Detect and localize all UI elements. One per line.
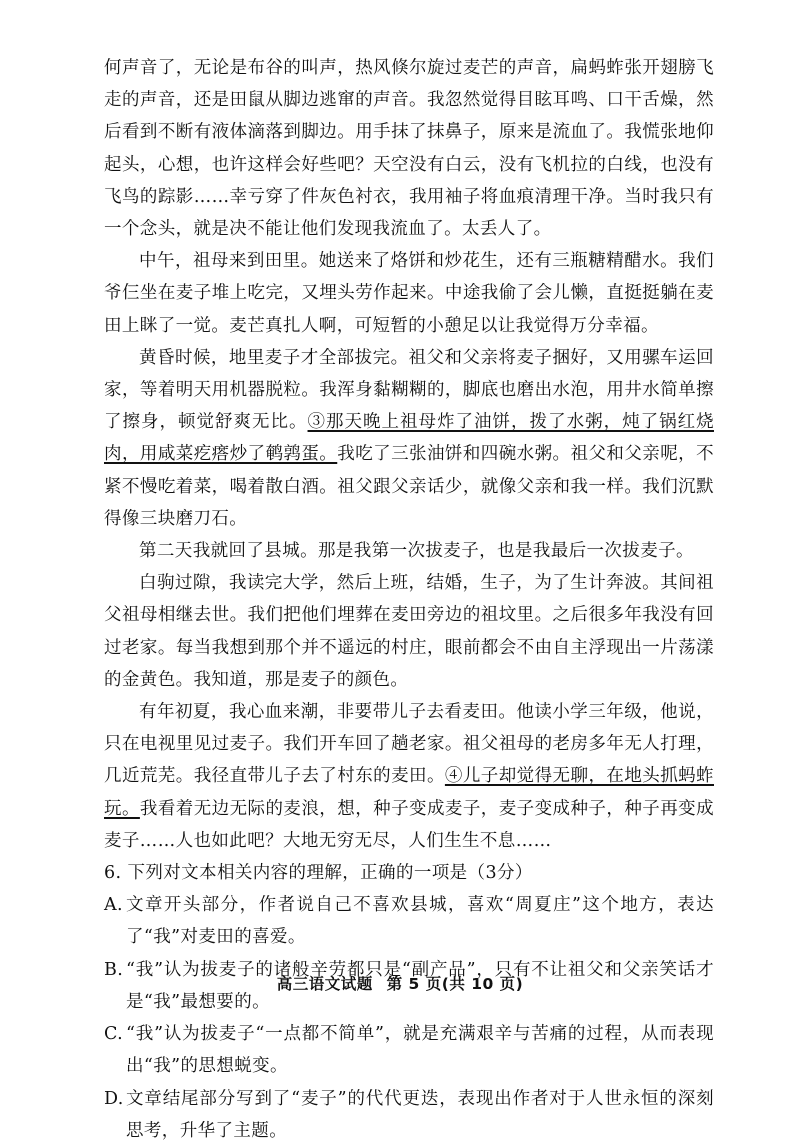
paragraph-6-text-after: 我看着无边无际的麦浪，想，种子变成麦子，麦子变成种子，种子再变成麦子……人也如此吧？大地无穷无尽，人们生生不息……	[104, 798, 714, 851]
option-c-text: “我”认为拔麦子“一点都不简单”，就是充满艰辛与苦痛的过程，从而表现出“我”的思想蜕变。	[126, 1024, 714, 1077]
page-footer	[0, 972, 800, 994]
underlined-sentence-4: ④儿子却觉得无聊，在地头抓蚂蚱玩。	[104, 766, 714, 819]
paragraph-5: 白驹过隙，我读完大学，然后上班，结婚，生子，为了生计奔波。其间祖父祖母相继去世。我们把他们埋葬在麦田旁边的祖坟里。之后很多年我没有回过老家。每当我想到那个并不遥远的村庄，眼前都会不由自主浮现出一片荡漾的金黄色。我知道，那是麦子的颜色。	[104, 573, 714, 690]
paragraph-3	[104, 342, 714, 535]
paragraph-1: 何声音了，无论是布谷的叫声，热风倏尔旋过麦芒的声音，扁蚂蚱张开翅膀飞走的声音，还是田鼠从脚边逃窜的声音。我忽然觉得目眩耳鸣、口干舌燥，然后看到不断有液体滴落到脚边。用手抹了抹鼻子，原来是流血了。我慌张地仰起头，心想，也许这样会好些吧？天空没有白云，没有飞机拉的白线，也没有飞鸟的踪影……幸亏穿了件灰色衬衣，我用袖子将血痕清理干净。当时我只有一个念头，就是决不能让他们发现我流血了。太丢人了。	[104, 58, 714, 240]
option-d-text: 文章结尾部分写到了“麦子”的代代更迭，表现出作者对于人世永恒的深刻思考，升华了主题。	[126, 1088, 714, 1141]
paragraph-4: 第二天我就回了县城。那是我第一次拔麦子，也是我最后一次拔麦子。	[139, 541, 694, 562]
paragraph-3-text-before: 黄昏时候，地里麦子才全部拔完。祖父和父亲将麦子捆好，又用骡车运回家，等着明天用机器脱粒。我浑身黏糊糊的，脚底也磨出水泡，用井水简单擦了擦身，顿觉舒爽无比。	[104, 347, 714, 433]
page-number: 第 5 页(共 10 页)	[386, 975, 524, 993]
option-a-text: 文章开头部分，作者说自己不喜欢县城，喜欢“周夏庄”这个地方，表达了“我”对麦田的喜爱。	[126, 895, 714, 948]
question-6-stem: 6. 下列对文本相关内容的理解，正确的一项是（3分）	[104, 863, 533, 884]
option-a	[104, 889, 714, 953]
option-d-letter: D.	[104, 1088, 124, 1109]
paragraph-3-text-after: 我吃了三张油饼和四碗水粥。祖父和父亲呢，不紧不慢吃着菜，喝着散白酒。祖父跟父亲话少，就像父亲和我一样。我们沉默得像三块磨刀石。	[104, 444, 714, 529]
underlined-sentence-3: ③那天晚上祖母炸了油饼，拨了水粥，炖了锅红烧肉，用咸菜疙瘩炒了鹌鹑蛋。	[104, 412, 714, 465]
exam-title: 高三语文试题	[276, 975, 373, 993]
paragraph-6	[104, 696, 714, 857]
option-c-letter: C.	[104, 1024, 124, 1045]
paragraph-6-text-before: 有年初夏，我心血来潮，非要带儿子去看麦田。他读小学三年级，他说，只在电视里见过麦子。我们开车回了趟老家。祖父祖母的老房多年无人打理，几近荒芜。我径直带儿子去了村东的麦田。	[104, 702, 714, 787]
option-a-letter: A.	[104, 895, 124, 916]
option-b-text: “我”认为拔麦子的诸般辛劳都只是“副产品”，只有不让祖父和父亲笑话才是“我”最想要的。	[126, 959, 714, 1012]
option-c	[104, 1018, 714, 1082]
paragraph-2: 中午，祖母来到田里。她送来了烙饼和炒花生，还有三瓶糖精醋水。我们爷仨坐在麦子堆上吃完，又埋头劳作起来。中途我偷了会儿懒，直挺挺躺在麦田上眯了一觉。麦芒真扎人啊，可短暂的小憩足以让我觉得万分幸福。	[104, 251, 714, 336]
option-d	[104, 1083, 714, 1147]
option-b-letter: B.	[104, 959, 124, 980]
